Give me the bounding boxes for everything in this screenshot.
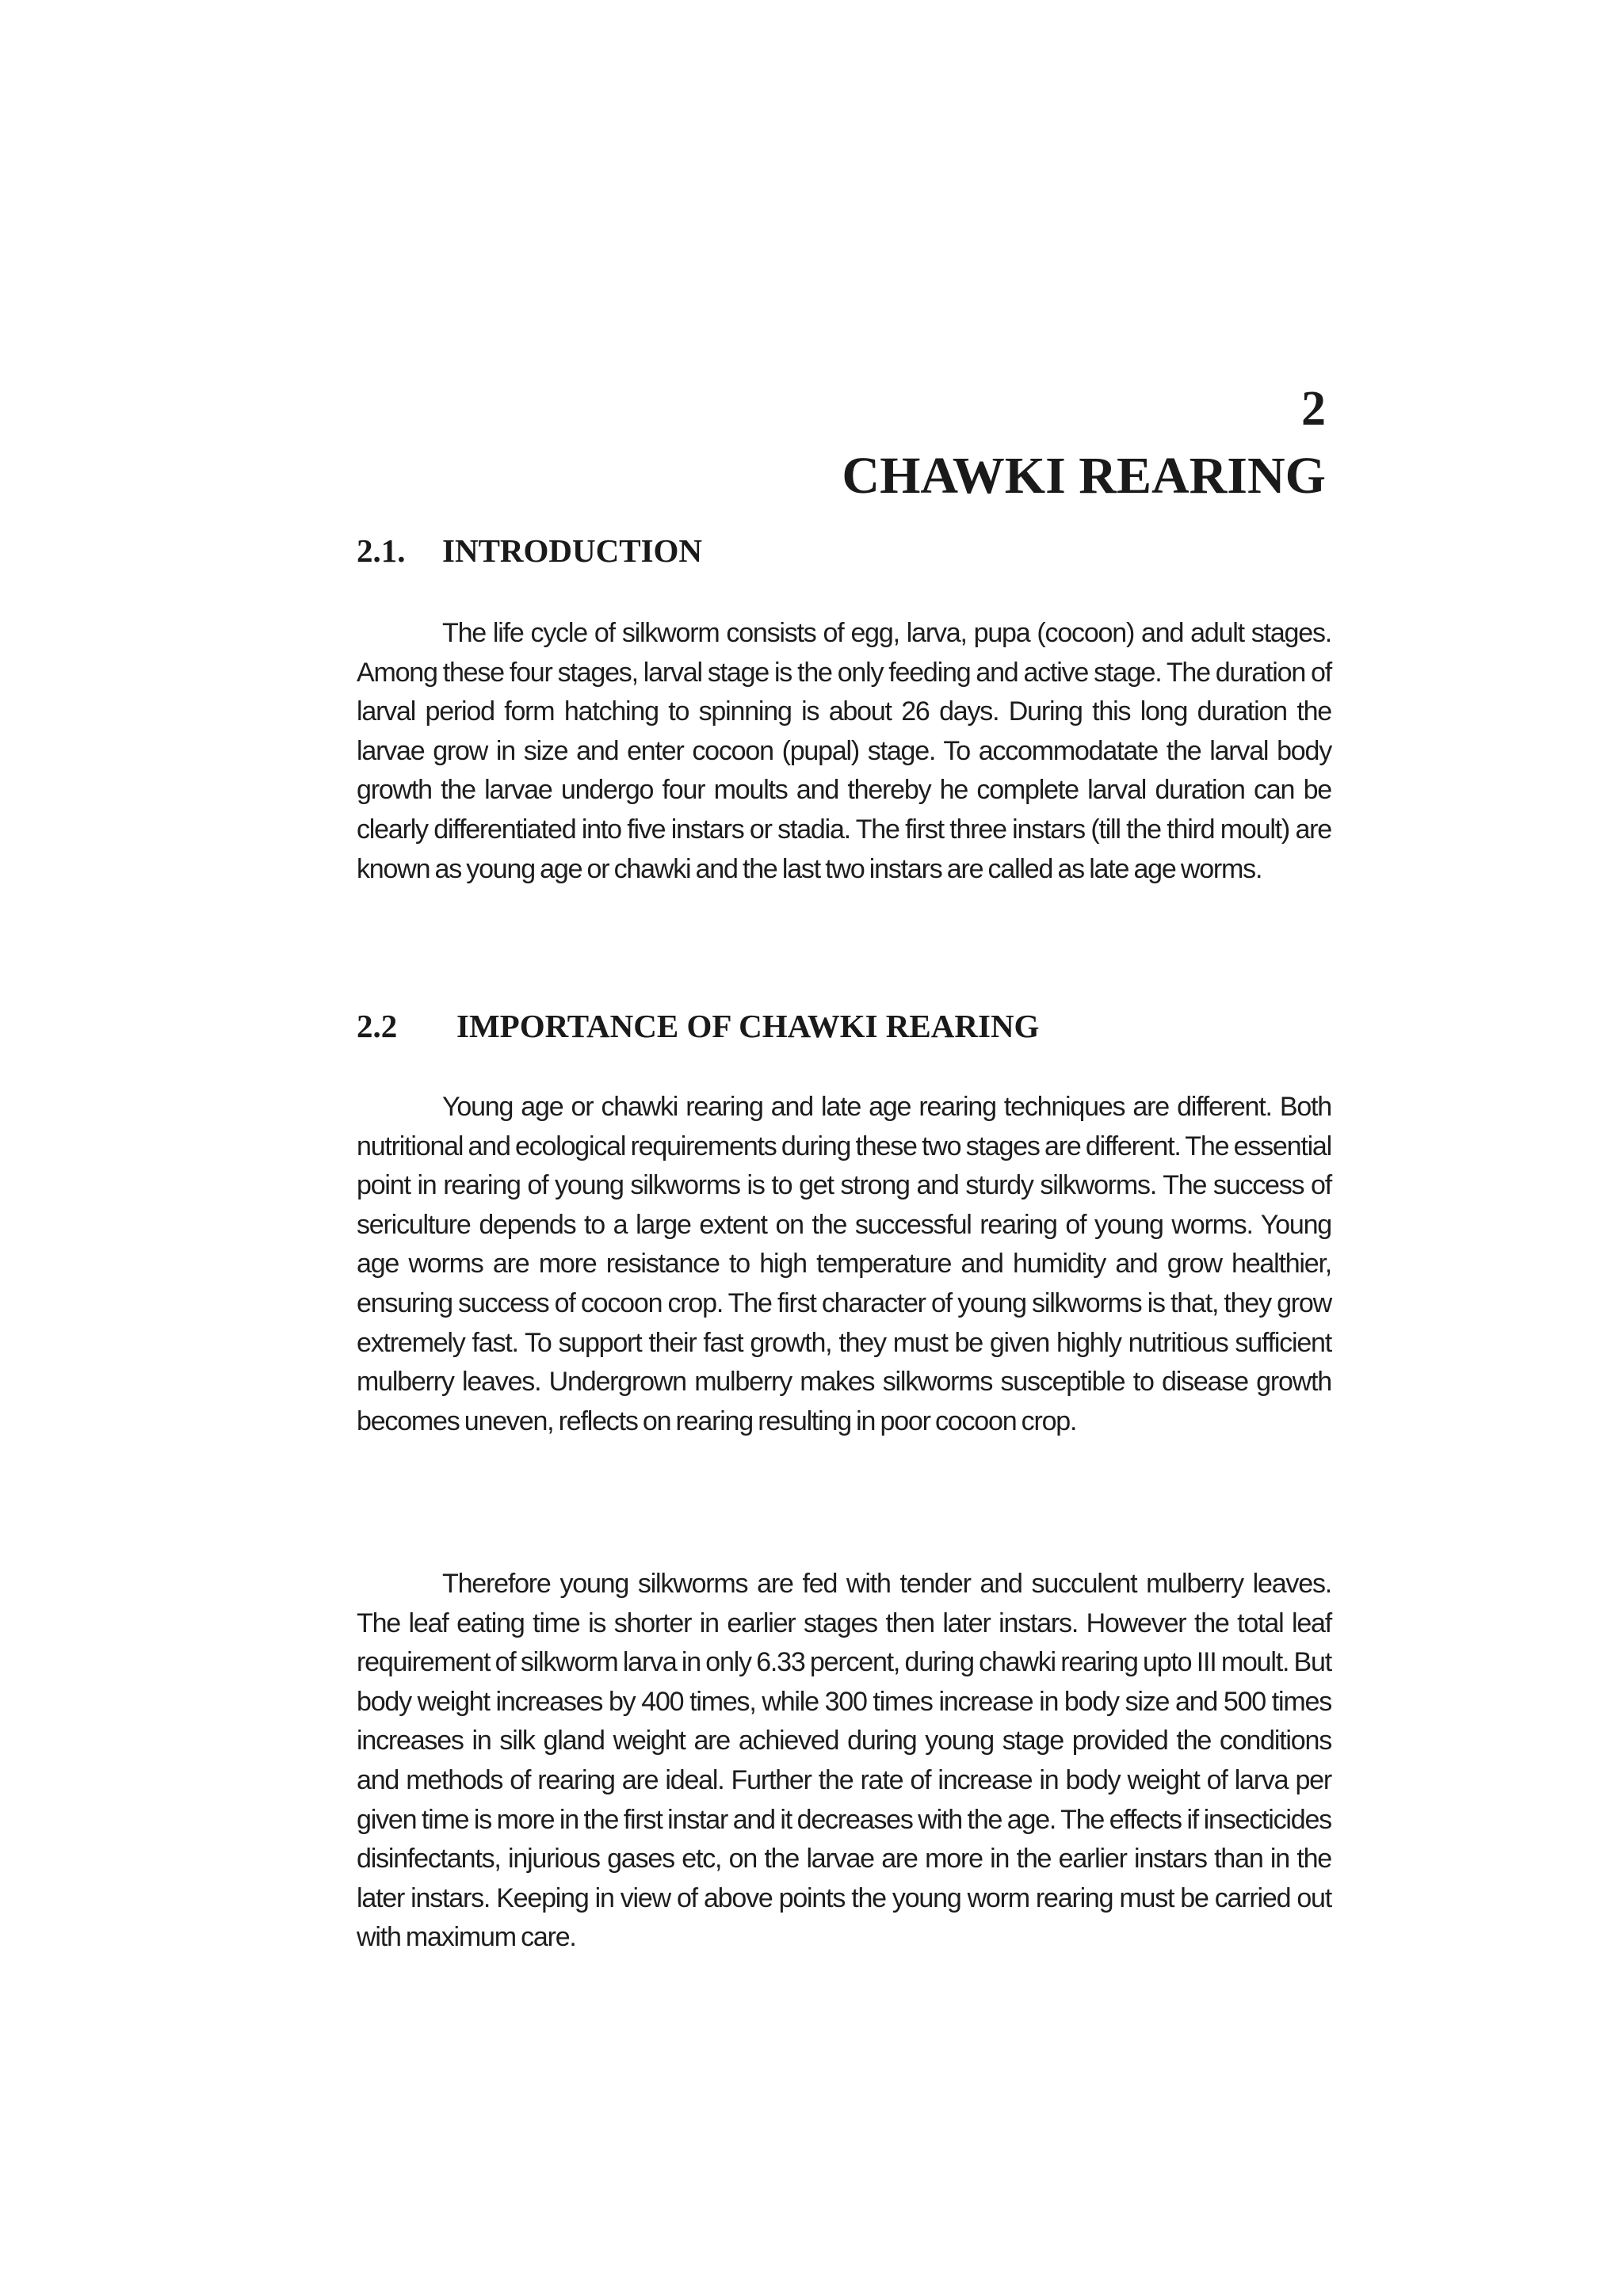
section-heading-importance bbox=[357, 1010, 1039, 1043]
section-title: INTRODUCTION bbox=[442, 532, 703, 569]
section-number: 2.2 bbox=[357, 1008, 398, 1044]
section-title: IMPORTANCE OF CHAWKI REARING bbox=[456, 1008, 1040, 1044]
chapter-number: 2 bbox=[1301, 382, 1326, 436]
introduction-paragraph: The life cycle of silkworm consists of egg, larva, pupa (cocoon) and adult stages. Among these four stages, larval stage is the only feeding and active stage. The duration of larval period form hatching to spinning is about 26 days. During this long duration the larvae grow in size and enter cocoon (pupal) stage. To accommodatate the larval body growth the larvae undergo four moults and thereby he complete larval duration can be clearly differentiated into five instars or stadia. The first three instars (till the third moult) are known as young age or chawki and the last two instars are called as late age worms. bbox=[357, 618, 1331, 884]
chapter-title: CHAWKI REARING bbox=[842, 447, 1326, 505]
importance-paragraph-1: Young age or chawki rearing and late age rearing techniques are different. Both nutritional and ecological requirements during these two stages are different. The essential point in rearing of young silkworms is to get strong and sturdy silkworms. The success of sericulture depends to a large extent on the successful rearing of young worms. Young age worms are more resistance to high temperature and humidity and grow healthier, ensuring success of cocoon crop. The first character of young silkworms is that, they grow extremely fast. To support their fast growth, they must be given highly nutritious sufficient mulberry leaves. Undergrown mulberry makes silkworms susceptible to disease growth becomes uneven, reflects on rearing resulting in poor cocoon crop. bbox=[357, 1092, 1331, 1436]
section-number: 2.1. bbox=[357, 532, 406, 569]
importance-paragraph-2: Therefore young silkworms are fed with tender and succulent mulberry leaves. The leaf eating time is shorter in earlier stages then later instars. However the total leaf requirement of silkworm larva in only 6.33 percent, during chawki rearing upto III moult. But body weight increases by 400 times, while 300 times increase in body size and 500 times increases in silk gland weight are achieved during young stage provided the conditions and methods of rearing are ideal. Further the rate of increase in body weight of larva per given time is more in the first instar and it decreases with the age. The effects if insecticides disinfectants, injurious gases etc, on the larvae are more in the earlier instars than in the later instars. Keeping in view of above points the young worm rearing must be carried out with maximum care. bbox=[357, 1569, 1331, 1953]
section-heading-introduction bbox=[357, 532, 703, 569]
